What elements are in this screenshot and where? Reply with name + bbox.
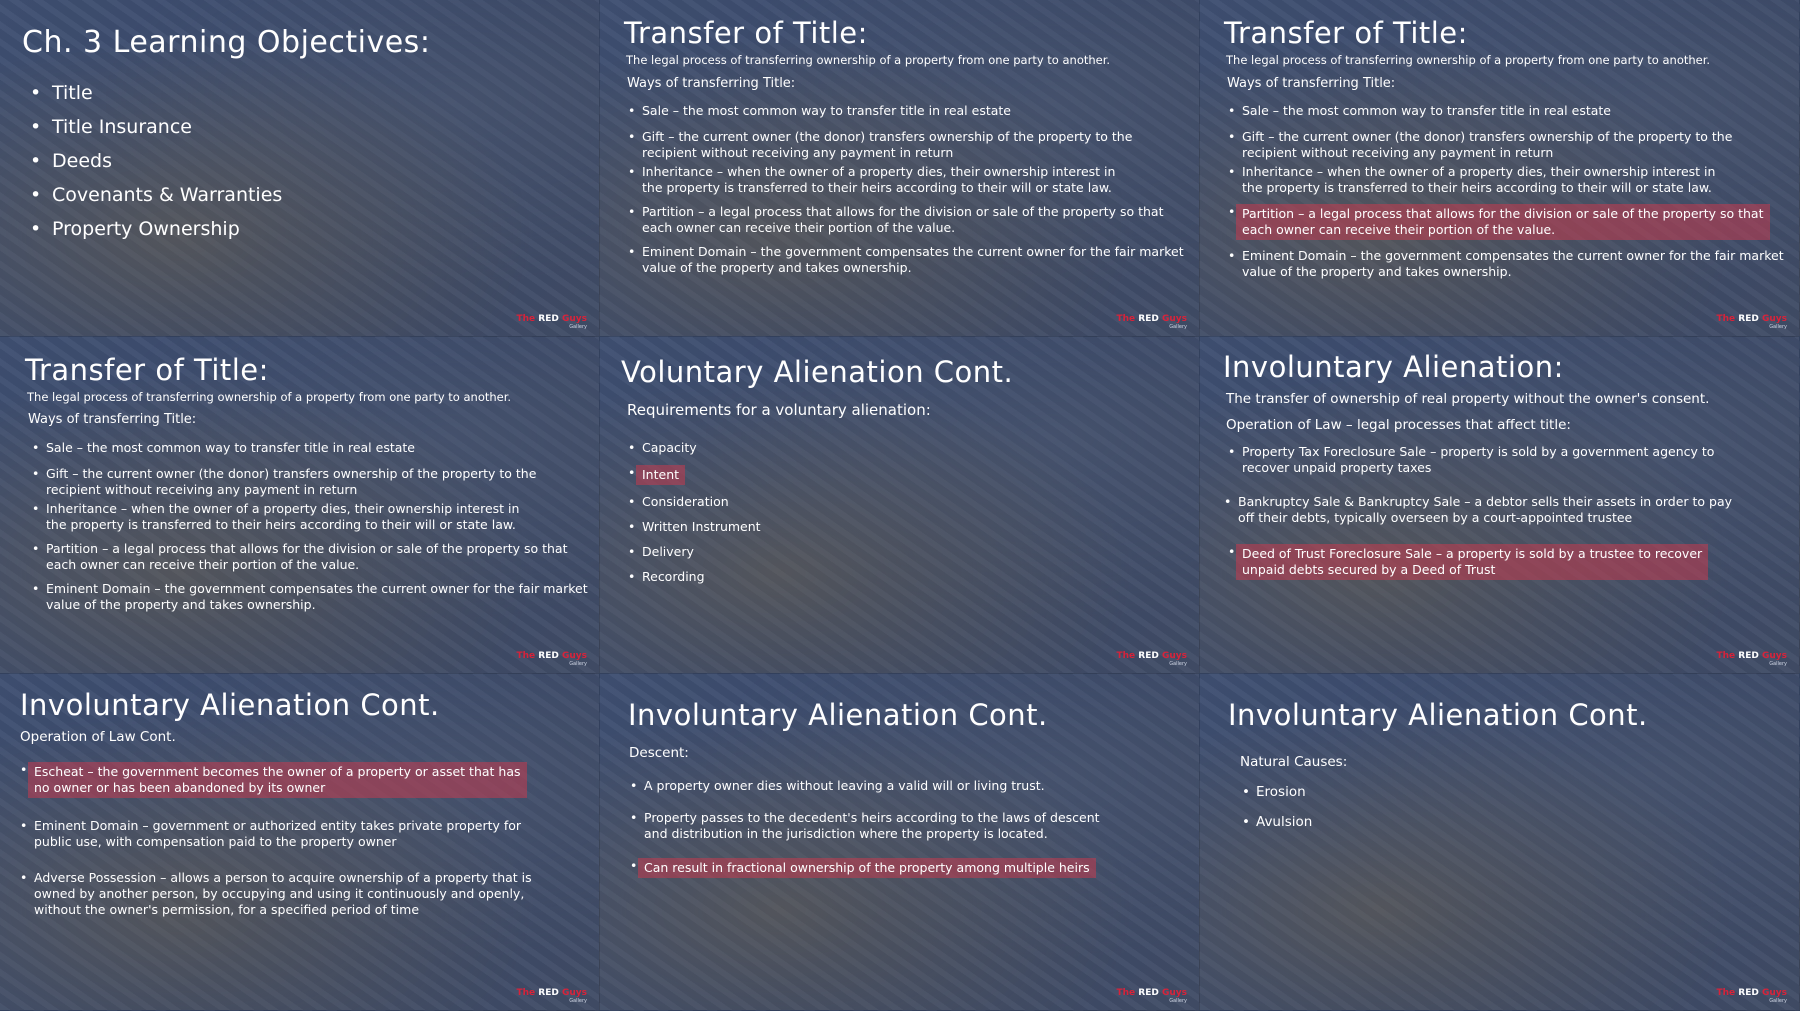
list-item: • Title Insurance <box>22 116 282 138</box>
list-item-highlighted: • Escheat – the government becomes the owner of a property or asset that has no owner or has been abandoned by its owner <box>16 762 532 798</box>
slide-title: Transfer of Title: <box>1224 16 1468 50</box>
operation-of-law-list <box>1224 444 1732 588</box>
brand-logo: The RED Guys Gallery <box>516 988 587 1004</box>
list-item: • Avulsion <box>1238 814 1312 830</box>
operation-of-law-list <box>16 762 532 926</box>
section-heading: Ways of transferring Title: <box>627 76 796 91</box>
requirements-list <box>624 440 761 594</box>
list-item: • Adverse Possession – allows a person to acquire ownership of a property that is owned by another person, by occupying and using it continuously and openly, without the owner's permission, for a specified period of time <box>16 870 532 918</box>
ways-list <box>624 103 1184 284</box>
slide-transfer-of-title-2[interactable] <box>1200 0 1800 337</box>
ways-list <box>1224 103 1784 288</box>
ways-list <box>28 440 588 621</box>
slide-definition: The transfer of ownership of real property without the owner's consent. <box>1226 391 1710 407</box>
brand-logo: The RED Guys Gallery <box>1716 651 1787 667</box>
list-item: • Property Tax Foreclosure Sale – property is sold by a government agency to recover unpaid property taxes <box>1224 444 1732 476</box>
slide-title: Involuntary Alienation: <box>1223 350 1564 384</box>
section-heading: Ways of transferring Title: <box>1227 76 1396 91</box>
section-heading: Natural Causes: <box>1240 754 1348 770</box>
brand-logo: The RED Guys Gallery <box>516 314 587 330</box>
list-item: • Delivery <box>624 544 761 560</box>
slide-involuntary-alienation-cont-2[interactable] <box>600 674 1200 1011</box>
list-item: • Gift – the current owner (the donor) transfers ownership of the property to the recipient without receiving any payment in return <box>1224 129 1784 161</box>
brand-logo: The RED Guys Gallery <box>1716 988 1787 1004</box>
slide-voluntary-alienation[interactable] <box>600 337 1200 674</box>
list-item: • Eminent Domain – government or authorized entity takes private property for public use, with compensation paid to the property owner <box>16 818 532 850</box>
list-item: • Capacity <box>624 440 761 456</box>
list-item: • Eminent Domain – the government compensates the current owner for the fair market value of the property and takes ownership. <box>1224 248 1784 280</box>
list-item: • Bankruptcy Sale & Bankruptcy Sale – a debtor sells their assets in order to pay off their debts, typically overseen by a court-appointed trustee <box>1220 494 1732 526</box>
slide-title: Transfer of Title: <box>25 353 269 387</box>
list-item: • Recording <box>624 569 761 585</box>
list-item: • Partition – a legal process that allows for the division or sale of the property so that each owner can receive their portion of the value. <box>624 204 1184 236</box>
list-item: • Inheritance – when the owner of a property dies, their ownership interest in the property is transferred to their heirs according to their will or state law. <box>624 164 1184 196</box>
slide-title: Voluntary Alienation Cont. <box>621 355 1014 389</box>
list-item: • Inheritance – when the owner of a property dies, their ownership interest in the property is transferred to their heirs according to their will or state law. <box>28 501 588 533</box>
descent-list <box>626 778 1100 886</box>
list-item: • Partition – a legal process that allows for the division or sale of the property so that each owner can receive their portion of the value. <box>28 541 588 573</box>
brand-logo: The RED Guys Gallery <box>516 651 587 667</box>
list-item: • Sale – the most common way to transfer title in real estate <box>1224 103 1784 119</box>
slide-title: Involuntary Alienation Cont. <box>628 698 1048 732</box>
objectives-list <box>22 82 282 252</box>
list-item: • Consideration <box>624 494 761 510</box>
list-item: • Eminent Domain – the government compensates the current owner for the fair market value of the property and takes ownership. <box>624 244 1184 276</box>
slide-title: Involuntary Alienation Cont. <box>20 688 440 722</box>
slide-subtitle: The legal process of transferring ownership of a property from one party to another. <box>626 53 1111 67</box>
section-heading: Operation of Law – legal processes that affect title: <box>1226 417 1571 433</box>
list-item-highlighted: • Partition – a legal process that allows for the division or sale of the property so that each owner can receive their portion of the value. <box>1224 204 1784 240</box>
list-item: • Title <box>22 82 282 104</box>
section-heading: Descent: <box>629 745 689 761</box>
brand-logo: The RED Guys Gallery <box>1116 988 1187 1004</box>
slide-involuntary-alienation-cont-3[interactable] <box>1200 674 1800 1011</box>
slide-title: Ch. 3 Learning Objectives: <box>22 25 431 60</box>
slide-transfer-of-title-1[interactable] <box>600 0 1200 337</box>
list-item-highlighted: • Deed of Trust Foreclosure Sale – a property is sold by a trustee to recover unpaid debts secured by a Deed of Trust <box>1224 544 1732 580</box>
list-item: • Property Ownership <box>22 218 282 240</box>
slide-involuntary-alienation[interactable] <box>1200 337 1800 674</box>
list-item: • Sale – the most common way to transfer title in real estate <box>624 103 1184 119</box>
slide-involuntary-alienation-cont-1[interactable] <box>0 674 600 1011</box>
list-item-highlighted: • Intent <box>624 465 761 485</box>
section-heading: Operation of Law Cont. <box>20 729 176 745</box>
brand-logo: The RED Guys Gallery <box>1116 314 1187 330</box>
list-item: • Eminent Domain – the government compensates the current owner for the fair market value of the property and takes ownership. <box>28 581 588 613</box>
list-item: • Deeds <box>22 150 282 172</box>
brand-logo: The RED Guys Gallery <box>1716 314 1787 330</box>
slide-subtitle: The legal process of transferring ownership of a property from one party to another. <box>27 390 512 404</box>
list-item: • Erosion <box>1238 784 1312 800</box>
natural-causes-list <box>1238 784 1312 838</box>
list-item-highlighted: • Can result in fractional ownership of the property among multiple heirs <box>626 858 1100 878</box>
brand-logo: The RED Guys Gallery <box>1116 651 1187 667</box>
slide-learning-objectives[interactable] <box>0 0 600 337</box>
slide-transfer-of-title-3[interactable] <box>0 337 600 674</box>
list-item: • Sale – the most common way to transfer title in real estate <box>28 440 588 456</box>
slide-subtitle: The legal process of transferring ownership of a property from one party to another. <box>1226 53 1711 67</box>
list-item: • Gift – the current owner (the donor) transfers ownership of the property to the recipient without receiving any payment in return <box>624 129 1184 161</box>
section-heading: Requirements for a voluntary alienation: <box>627 401 931 419</box>
list-item: • Written Instrument <box>624 519 761 535</box>
list-item: • Gift – the current owner (the donor) transfers ownership of the property to the recipient without receiving any payment in return <box>28 466 588 498</box>
list-item: • A property owner dies without leaving a valid will or living trust. <box>626 778 1100 794</box>
section-heading: Ways of transferring Title: <box>28 412 197 427</box>
list-item: • Property passes to the decedent's heirs according to the laws of descent and distribution in the jurisdiction where the property is located. <box>626 810 1100 842</box>
list-item: • Covenants & Warranties <box>22 184 282 206</box>
list-item: • Inheritance – when the owner of a property dies, their ownership interest in the property is transferred to their heirs according to their will or state law. <box>1224 164 1784 196</box>
slide-title: Transfer of Title: <box>624 16 868 50</box>
slide-title: Involuntary Alienation Cont. <box>1228 698 1648 732</box>
